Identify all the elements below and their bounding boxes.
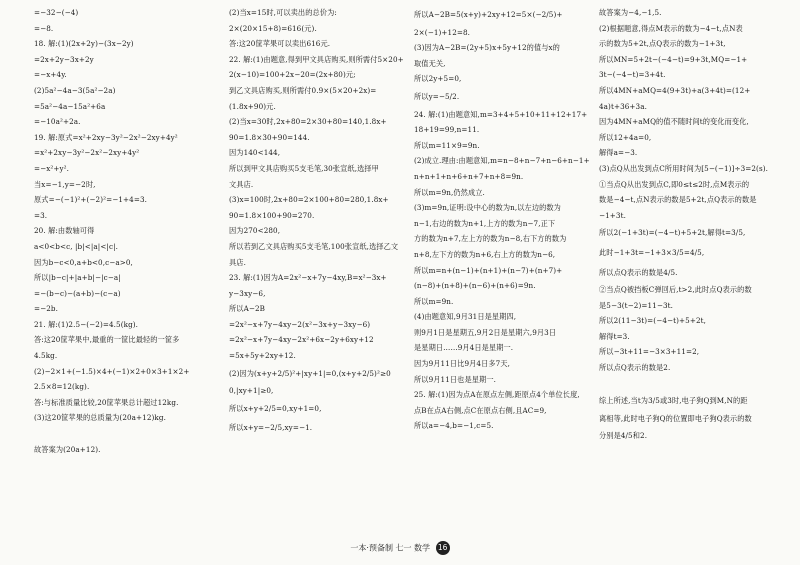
- page-footer: [0, 541, 800, 555]
- answer-line: 具店.: [229, 257, 246, 267]
- answer-line: y−3xy−6,: [229, 288, 266, 298]
- answer-line: 所以若到乙文具店购买5支毛笔,100张宣纸,选择乙文: [229, 241, 399, 251]
- answer-line: −1+3t.: [599, 210, 626, 220]
- answer-line: =2x²−x+7y−4xy−2x²+6x−2y+6xy+12: [229, 335, 374, 345]
- answer-line: 所以2y+5=0,: [414, 74, 462, 84]
- column-4: [599, 8, 789, 449]
- answer-line: 90=1.8×100+90=270.: [229, 210, 315, 220]
- answer-line: 因为270<280,: [229, 226, 281, 236]
- answer-line: 所以4MN+aMQ=4(9+3t)+a(3+4t)=(12+: [599, 85, 751, 95]
- answer-line: 所以m=11×9=9n.: [414, 140, 480, 150]
- answer-line: (2)当x=15时,可以卖出的总价为:: [229, 8, 337, 17]
- answer-line: 是5−3(t−2)=11−3t.: [599, 300, 673, 310]
- answer-line: 所以点Q表示的数是2.: [599, 363, 671, 373]
- answer-line: =3.: [34, 210, 48, 220]
- answer-line: 24. 解:(1)由题意知,m=3+4+5+10+11+12+17+: [414, 109, 588, 119]
- answer-line: 答:这20筐苹果可以卖出616元.: [229, 39, 331, 49]
- answer-line: =−8.: [34, 23, 54, 33]
- answer-line: (3)点Q从出发到点C所用时间为[5−(−1)]÷3=2(s).: [599, 163, 769, 173]
- answer-line: 故答案为(20a+12).: [34, 444, 101, 454]
- answer-line: 文具店.: [229, 179, 254, 189]
- answer-line: 所以x+y+2/5=0,xy+1=0,: [229, 403, 322, 413]
- answer-line: (3)因为A−2B=(2y+5)x+5y+12的值与x的: [414, 43, 560, 53]
- answer-line: 4a)t+36+3a.: [599, 101, 647, 111]
- answer-line: 所以2(−1+3t)=(−4−t)+5+2t,解得t=3/5,: [599, 228, 746, 238]
- answer-line: ①当点Q从出发到点C,即0≤t≤2时,点M表示的: [599, 179, 750, 189]
- answer-line: (2)成立.理由:由题意知,m=n−8+n−7+n−6+n−1+: [414, 156, 590, 166]
- answer-line: 所以m=9n,仍然成立.: [414, 187, 485, 197]
- answer-line: 3t−(−4−t)=3+4t.: [599, 70, 666, 80]
- answer-line: 所以m=n+(n−1)+(n+1)+(n−7)+(n+7)+: [414, 265, 563, 275]
- answer-line: n+8,左下方的数为n+6,右上方的数为n−6,: [414, 249, 556, 259]
- answer-line: 数是−4−t,点N表示的数是5+2t,点Q表示的数是: [599, 195, 757, 205]
- answer-line: 90=1.8×30+90=144.: [229, 132, 310, 142]
- answer-line: 离相等,此时电子狗Q的位置即电子狗Q表示的数: [599, 413, 752, 423]
- answer-line: =−32−(−4): [34, 8, 79, 17]
- answer-line: =−x²+y².: [34, 163, 70, 173]
- answer-line: 所以y=−5/2.: [414, 91, 460, 101]
- answer-line: 2×(−1)+12=8.: [414, 27, 471, 37]
- answer-line: (3)这20筐苹果的总质量为(20a+12)kg.: [34, 413, 166, 423]
- answer-line: (4)由题意知,9月31日是星期四,: [414, 312, 517, 322]
- answer-line: n−1,右边的数为n+1,上方的数为n−7,正下: [414, 218, 556, 228]
- answer-line: 0,|xy+1|≥0,: [229, 386, 274, 396]
- answer-line: 18+19=99,n=11.: [414, 125, 480, 135]
- answer-line: 所以MN=5+2t−(−4−t)=9+3t,MQ=−1+: [599, 54, 748, 64]
- answer-line: 方的数为n+7,左上方的数为n−8,右下方的数为: [414, 234, 567, 244]
- column-3: [414, 8, 596, 437]
- answer-line: 18. 解:(1)(2x+2y)−(3x−2y): [34, 39, 134, 49]
- answer-line: 是星期日……9月4日是星期一.: [414, 343, 514, 353]
- answer-line: 综上所述,当t为3/5或3时,电子狗Q到M,N的距: [599, 396, 748, 406]
- answer-line: (3)x=100时,2x+80=2×100+80=280,1.8x+: [229, 195, 389, 205]
- answer-line: 分别是4/5和2.: [599, 431, 648, 441]
- answer-line: 故答案为−4,−1,5.: [599, 8, 662, 17]
- answer-line: 23. 解:(1)因为A=2x²−x+7y−4xy,B=x²−3x+: [229, 273, 387, 283]
- answer-line: (2)−2×1+(−1.5)×4+(−1)×2+0×3+1×2+: [34, 366, 190, 376]
- answer-line: 取值无关,: [414, 58, 446, 68]
- answer-line: 所以12+4a=0,: [599, 132, 652, 142]
- answer-line: 25. 解:(1)因为点A在原点左侧,距原点4个单位长度,: [414, 390, 580, 400]
- answer-line: =2x²−x+7y−4xy−2(x²−3x+y−3xy−6): [229, 319, 371, 329]
- answer-line: =5x+5y+2xy+12.: [229, 351, 296, 361]
- answer-line: =2x+2y−3x+2y: [34, 54, 94, 64]
- answer-line: =−(b−c)−(a+b)−(c−a): [34, 288, 121, 298]
- answer-line: 20. 解:由数轴可得: [34, 226, 95, 236]
- answer-line: 2.5×8=12(kg).: [34, 382, 90, 392]
- answer-line: ②当点Q被挡板C弹回后,t>2,此时点Q表示的数: [599, 285, 752, 295]
- answer-line: (2)因为(x+y+2/5)²+|xy+1|=0,(x+y+2/5)²≥0: [229, 368, 391, 378]
- column-2: [229, 8, 411, 441]
- answer-line: 2×(20×15+8)=616(元).: [229, 23, 317, 33]
- answer-line: (3)m=9n,证明:设中心的数为n,以左边的数为: [414, 203, 561, 213]
- answer-line: 22. 解:(1)由题意,得到甲文具店购买,则所需付5×20+: [229, 54, 404, 64]
- answer-line: 所以a=−4,b=−1,c=5.: [414, 421, 494, 431]
- column-1: [34, 8, 224, 460]
- answer-line: n+n+1+n+6+n+7+n+8=9n.: [414, 171, 524, 181]
- answer-line: 原式=−(−1)²+(−2)²=−1+4=3.: [34, 195, 148, 205]
- answer-line: 所以到甲文具店购买5支毛笔,30张宣纸,选择甲: [229, 163, 379, 173]
- answer-line: (2)当x=30时,2x+80=2×30+80=140,1.8x+: [229, 117, 387, 127]
- answer-line: 当x=−1,y=−2时,: [34, 179, 96, 189]
- answer-line: [599, 379, 789, 388]
- answer-line: 所以m=9n.: [414, 296, 454, 306]
- answer-line: =5a²−4a−15a²+6a: [34, 101, 106, 111]
- page-number-badge: 16: [436, 541, 450, 555]
- answer-line: 答:这20筐苹果中,最重的一筐比最轻的一筐多: [34, 335, 180, 345]
- answer-line: 此时−1+3t=−1+3×3/5=4/5,: [599, 247, 705, 257]
- answer-line: 示的数为5+2t,点Q表示的数为−1+3t,: [599, 39, 726, 49]
- answer-line: 解得a=−3.: [599, 148, 638, 158]
- answer-line: 所以x+y=−2/5,xy=−1.: [229, 423, 313, 433]
- answer-line: (2)根据题意,得点M表示的数为−4−t,点N表: [599, 23, 743, 33]
- answer-line: 2(x−10)=100+2x−20=(2x+80)元;: [229, 70, 356, 80]
- answer-line: 所以2(11−3t)=(−4−t)+5+2t,: [599, 316, 706, 326]
- answer-line: 所以|b−c|+|a+b|−|c−a|: [34, 273, 121, 283]
- answer-line: =−2b.: [34, 304, 59, 314]
- answer-line: 则9月1日是星期五,9月2日是星期六,9月3日: [414, 327, 557, 337]
- answer-line: 因为4MN+aMQ的值不随时间t的变化而变化,: [599, 117, 749, 127]
- answer-line: 解得t=3.: [599, 331, 630, 341]
- answer-line: 因为b−c<0,a+b<0,c−a>0,: [34, 257, 133, 267]
- answer-line: 点B在点A右侧,点C在原点右侧,且AC=9,: [414, 405, 547, 415]
- answer-line: 因为9月11日比9月4日多7天,: [414, 359, 511, 369]
- answer-line: =−10a²+2a.: [34, 117, 81, 127]
- answer-line: 19. 解:原式=x²+2xy−3y²−2x²−2xy+4y²: [34, 132, 178, 142]
- answer-line: 所以A−2B: [229, 304, 266, 314]
- answer-line: 答:与标准质量比较,20筐苹果总计超过12kg.: [34, 397, 179, 407]
- answer-line: 4.5kg.: [34, 351, 58, 361]
- answer-line: 到乙文具店购买,则所需付0.9×(5×20+2x)=: [229, 85, 377, 95]
- answer-line: (n−8)+(n+8)+(n−6)+(n+6)=9n.: [414, 281, 536, 291]
- answer-line: (1.8x+90)元.: [229, 101, 276, 111]
- answer-line: 所以−3t+11=−3×3+11=2,: [599, 347, 700, 357]
- answer-line: (2)5a²−4a−3(5a²−2a): [34, 85, 116, 95]
- answer-line: =x²+2xy−3y²−2x²−2xy+4y²: [34, 148, 140, 158]
- answer-line: 所以9月11日也是星期一.: [414, 374, 496, 384]
- answer-line: 因为140<144,: [229, 148, 281, 158]
- answer-line: 21. 解:(1)2.5−(−2)=4.5(kg).: [34, 319, 139, 329]
- answer-line: [34, 429, 224, 438]
- answer-line: 所以点Q表示的数是4/5.: [599, 267, 678, 277]
- footer-text: 一本·预备制 七一 数学: [350, 543, 431, 553]
- answer-line: =−x+4y.: [34, 70, 67, 80]
- answer-line: 所以A−2B=5(x+y)+2xy+12=5×(−2/5)+: [414, 10, 563, 19]
- answer-line: a<0<b<c, |b|<|a|<|c|.: [34, 241, 118, 251]
